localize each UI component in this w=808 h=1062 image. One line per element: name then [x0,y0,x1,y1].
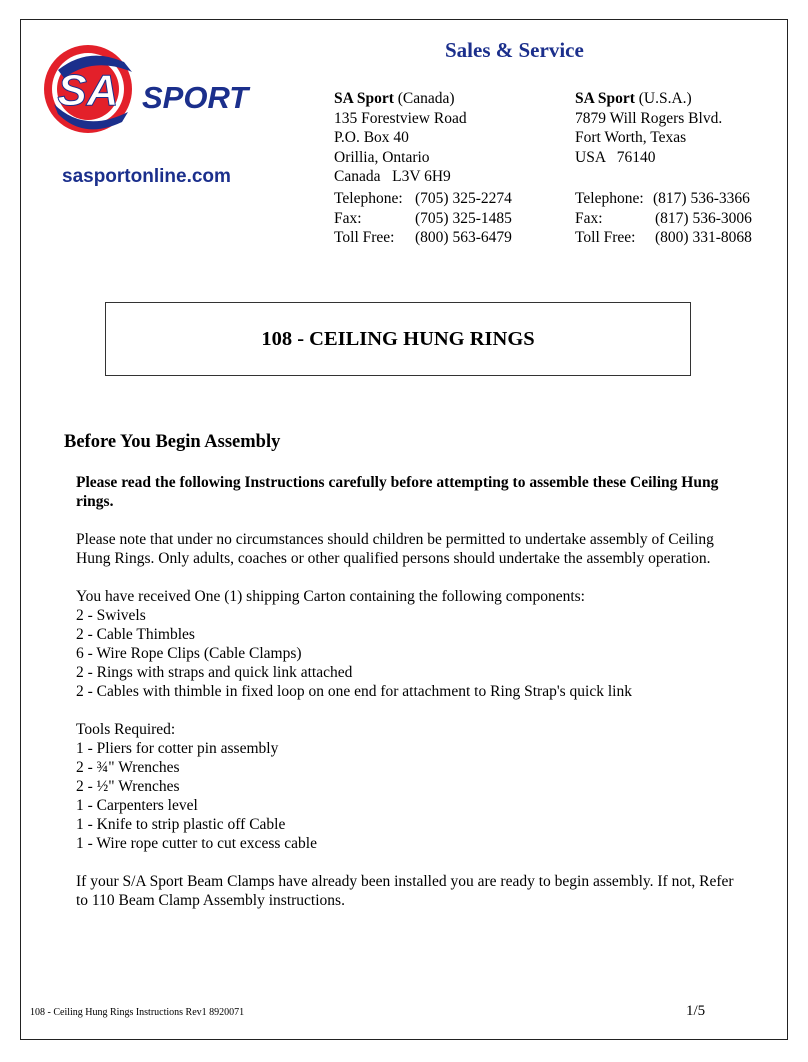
canada-tollfree: (800) 563-6479 [415,229,512,246]
canada-telephone: (705) 325-2274 [415,190,512,207]
list-item: 1 - Knife to strip plastic off Cable [76,816,286,833]
usa-contact [575,189,752,248]
list-item: 2 - ½" Wrenches [76,778,180,795]
list-item: 2 - ¾" Wrenches [76,759,180,776]
fax-label: Fax: [334,209,362,227]
canada-address-line: Canada L3V 6H9 [334,168,451,185]
footer-document-id: 108 - Ceiling Hung Rings Instructions Rev1 8920071 [30,1007,245,1018]
telephone-label: Telephone: [575,190,644,207]
telephone-label: Telephone: [334,190,403,207]
logo-initials: SA [57,66,119,115]
list-item: 2 - Cable Thimbles [76,626,195,643]
list-item: 1 - Wire rope cutter to cut excess cable [76,835,317,852]
tollfree-label: Toll Free: [334,229,395,246]
list-item: 1 - Pliers for cotter pin assembly [76,740,279,757]
usa-address [575,89,722,167]
logo-word: SPORT [142,80,249,115]
components-list [76,606,736,701]
canada-contact [334,189,512,248]
list-item: 1 - Carpenters level [76,797,198,814]
usa-address-line: Fort Worth, Texas [575,129,687,146]
canada-country: (Canada) [393,90,455,107]
usa-country: (U.S.A.) [634,90,692,107]
page-number: 1/5 [686,1003,706,1019]
list-item: 2 - Swivels [76,607,146,624]
list-item: 6 - Wire Rope Clips (Cable Clamps) [76,645,302,662]
canada-address-line: Orillia, Ontario [334,148,430,166]
instructions-body [76,473,736,910]
usa-tollfree: (800) 331-8068 [655,229,752,246]
document-title-box [105,302,691,376]
canada-address [334,89,467,187]
tools-list [76,739,736,853]
tollfree-label: Toll Free: [575,229,636,246]
website-link[interactable]: sasportonline.com [62,166,231,187]
usa-address-line: USA 76140 [575,148,656,166]
document-title: 108 - CEILING HUNG RINGS [261,327,535,350]
usa-address-line: 7879 Will Rogers Blvd. [575,109,723,127]
section-heading: Before You Begin Assembly [64,432,281,452]
sa-sport-logo [44,42,259,142]
list-item: 2 - Rings with straps and quick link attached [76,664,353,681]
closing-paragraph: If your S/A Sport Beam Clamps have already been installed you are ready to begin assembly. If not, Refer to 110 Beam Clamp Assembly instructions. [76,873,734,909]
usa-telephone: (817) 536-3366 [653,190,750,207]
canada-company-name: SA Sport [334,90,394,107]
components-intro: You have received One (1) shipping Carton containing the following components: [76,588,585,605]
intro-warning: Please read the following Instructions carefully before attempting to assemble these Ceiling Hung rings. [76,474,719,510]
usa-fax: (817) 536-3006 [655,209,752,227]
sales-service-heading: Sales & Service [445,38,584,62]
tools-intro: Tools Required: [76,721,176,738]
safety-note: Please note that under no circumstances should children be permitted to undertake assembly of Ceiling Hung Rings. Only adults, coaches or other qualified persons should undertake the assembly operation. [76,531,714,567]
fax-label: Fax: [575,209,603,227]
usa-company-name: SA Sport [575,90,635,107]
canada-address-line: P.O. Box 40 [334,129,409,146]
list-item: 2 - Cables with thimble in fixed loop on one end for attachment to Ring Strap's quick link [76,683,632,700]
canada-address-line: 135 Forestview Road [334,109,467,127]
canada-fax: (705) 325-1485 [415,209,512,227]
